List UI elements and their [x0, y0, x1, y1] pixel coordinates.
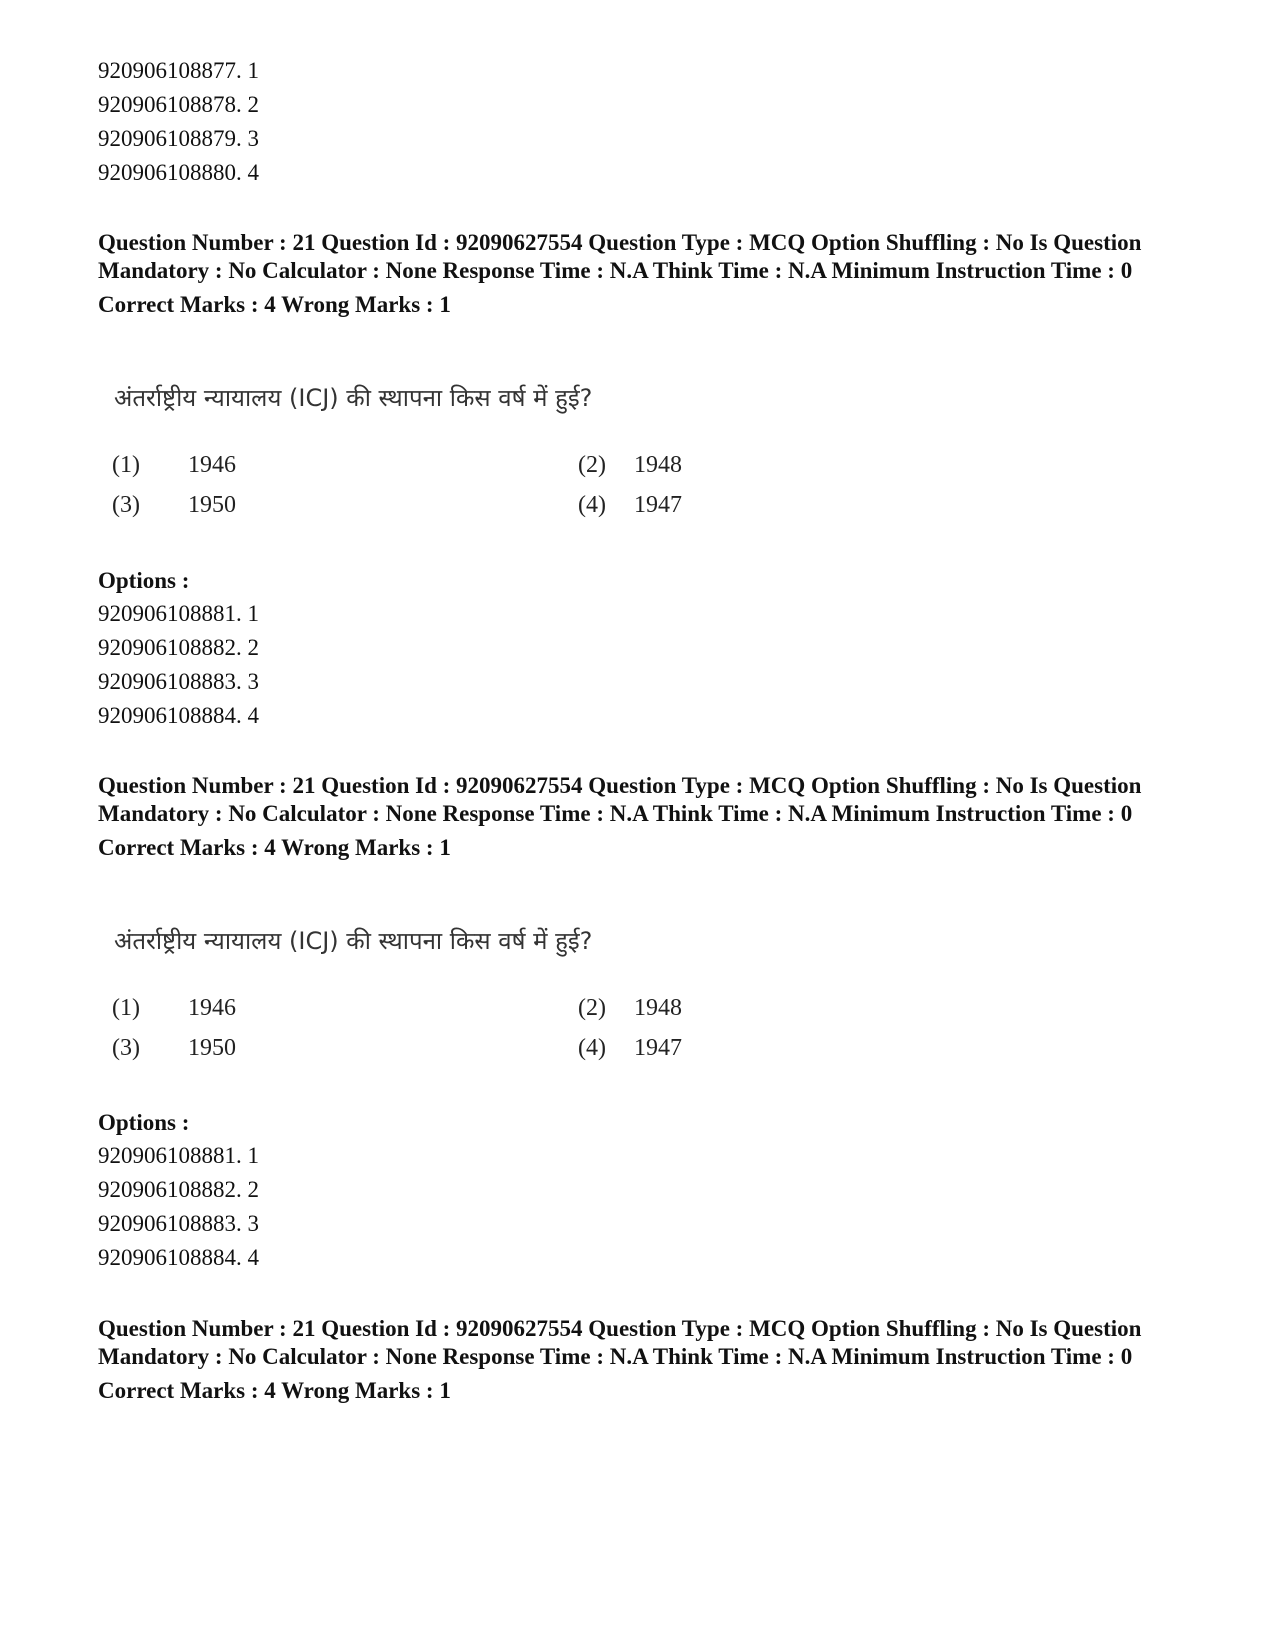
choice-number: (4): [578, 492, 606, 518]
question-text: अंतर्राष्ट्रीय न्यायालय (ICJ) की स्थापना किस वर्ष में हुई?: [114, 384, 593, 412]
choice-item: [112, 995, 236, 1022]
choice-item: [112, 492, 236, 519]
top-options-list: [98, 54, 259, 190]
question-header: [98, 1315, 1198, 1405]
option-item: 920906108880. 4: [98, 160, 259, 185]
option-item: 920906108883. 3: [98, 1211, 259, 1236]
question-meta: Question Number : 21 Question Id : 92090627554 Question Type : MCQ Option Shuffling : No Is Question Mandatory : No Calculator : None Response Time : N.A Think Time : N.A Minimum Instruction Time : 0: [98, 1316, 1142, 1369]
question-meta: Question Number : 21 Question Id : 92090627554 Question Type : MCQ Option Shuffling : No Is Question Mandatory : No Calculator : None Response Time : N.A Think Time : N.A Minimum Instruction Time : 0: [98, 230, 1142, 283]
choice-item: [578, 492, 682, 519]
choice-number: (3): [112, 492, 140, 518]
choice-number: (1): [112, 452, 140, 478]
choice-number: (4): [578, 1035, 606, 1061]
options-list: [98, 1139, 259, 1275]
option-item: 920906108879. 3: [98, 126, 259, 151]
choice-value: 1950: [188, 1035, 236, 1061]
question-marks: Correct Marks : 4 Wrong Marks : 1: [98, 835, 451, 860]
choice-value: 1946: [188, 452, 236, 478]
question-header: [98, 772, 1198, 862]
options-label: Options :: [98, 1110, 190, 1135]
question-header: [98, 229, 1198, 319]
choice-number: (3): [112, 1035, 140, 1061]
option-item: 920906108883. 3: [98, 669, 259, 694]
choice-number: (2): [578, 995, 606, 1021]
option-item: 920906108878. 2: [98, 92, 259, 117]
option-item: 920906108881. 1: [98, 601, 259, 626]
choice-number: (2): [578, 452, 606, 478]
choice-item: [578, 995, 682, 1022]
question-image: [98, 924, 798, 1074]
question-marks: Correct Marks : 4 Wrong Marks : 1: [98, 1378, 451, 1403]
question-marks: Correct Marks : 4 Wrong Marks : 1: [98, 292, 451, 317]
question-text: अंतर्राष्ट्रीय न्यायालय (ICJ) की स्थापना किस वर्ष में हुई?: [114, 927, 593, 955]
option-item: 920906108882. 2: [98, 635, 259, 660]
question-meta: Question Number : 21 Question Id : 92090627554 Question Type : MCQ Option Shuffling : No Is Question Mandatory : No Calculator : None Response Time : N.A Think Time : N.A Minimum Instruction Time : 0: [98, 773, 1142, 826]
question-image: [98, 381, 798, 531]
options-label: Options :: [98, 568, 190, 593]
option-item: 920906108877. 1: [98, 58, 259, 83]
choice-number: (1): [112, 995, 140, 1021]
choice-value: 1946: [188, 995, 236, 1021]
choice-value: 1947: [634, 1035, 682, 1061]
choice-value: 1947: [634, 492, 682, 518]
choice-item: [112, 1035, 236, 1062]
choice-item: [578, 1035, 682, 1062]
choice-value: 1948: [634, 452, 682, 478]
choice-item: [112, 452, 236, 479]
choice-item: [578, 452, 682, 479]
choice-value: 1948: [634, 995, 682, 1021]
option-item: 920906108884. 4: [98, 703, 259, 728]
choice-value: 1950: [188, 492, 236, 518]
option-item: 920906108882. 2: [98, 1177, 259, 1202]
option-item: 920906108881. 1: [98, 1143, 259, 1168]
options-list: [98, 597, 259, 733]
option-item: 920906108884. 4: [98, 1245, 259, 1270]
